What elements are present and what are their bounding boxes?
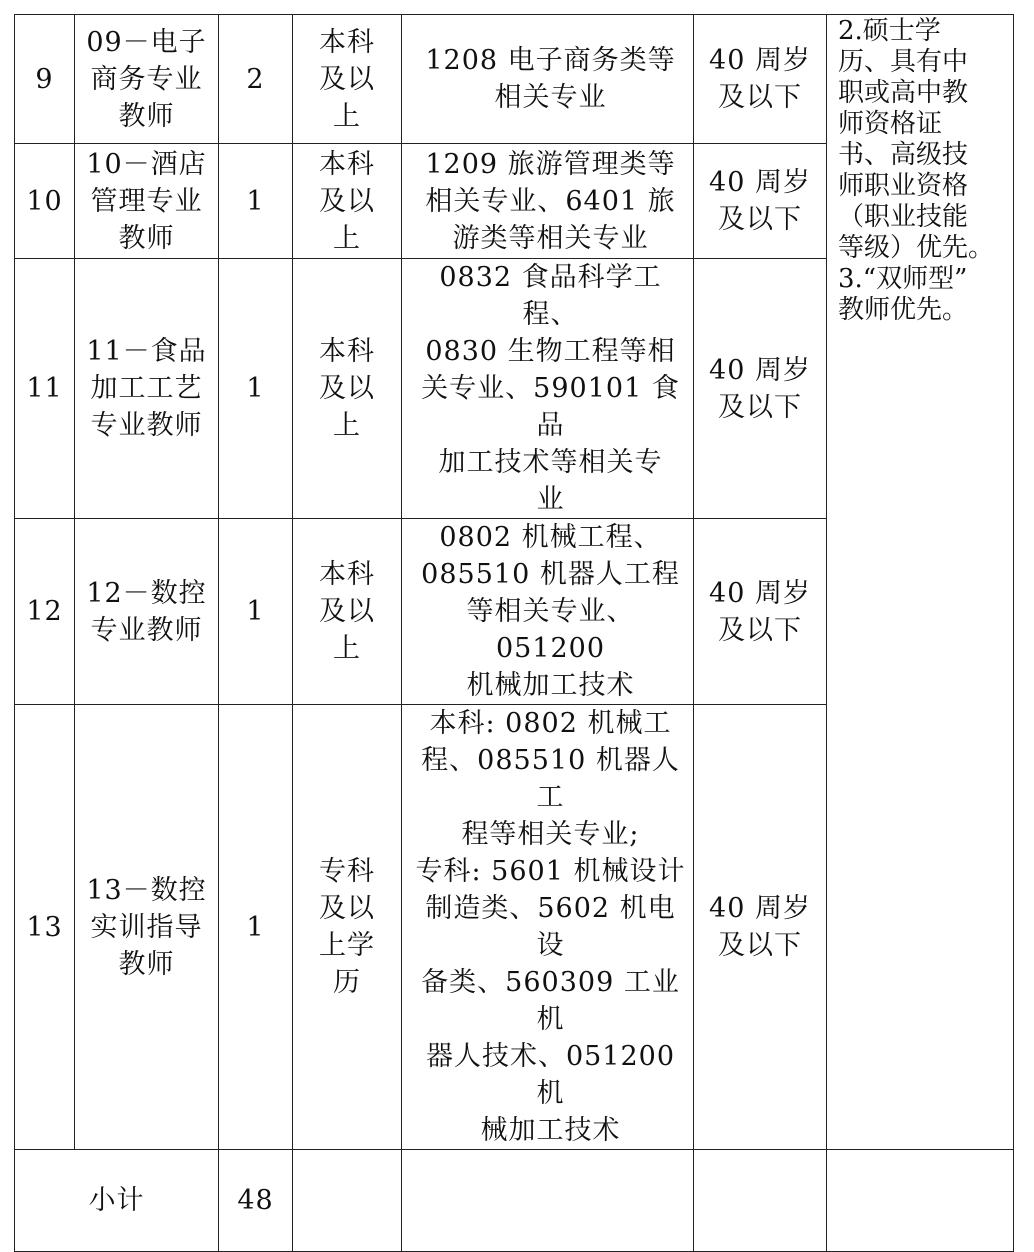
row-number: 11 xyxy=(15,259,75,519)
major-requirement: 本科: 0802 机械工 程、085510 机器人工 程等相关专业; 专科: 5601 机械设计 制造类、5602 机电设 备类、560309 工业机 器人技术、051200 机 械加工技术 xyxy=(402,705,694,1150)
recruitment-table xyxy=(14,14,1014,1252)
row-number: 13 xyxy=(15,705,75,1150)
age-requirement: 40 周岁 及以下 xyxy=(694,259,827,519)
major-requirement: 1209 旅游管理类等 相关专业、6401 旅 游类等相关专业 xyxy=(402,144,694,259)
major-requirement: 0832 食品科学工程、 0830 生物工程等相 关专业、590101 食品 加工技术等相关专 业 xyxy=(402,259,694,519)
age-requirement: 40 周岁 及以下 xyxy=(694,519,827,705)
education-requirement: 本科 及以 上 xyxy=(293,519,402,705)
empty-cell xyxy=(827,1150,1014,1252)
position-name: 11－食品 加工工艺 专业教师 xyxy=(75,259,219,519)
subtotal-label: 小计 xyxy=(15,1150,219,1252)
position-name: 10－酒店 管理专业 教师 xyxy=(75,144,219,259)
empty-cell xyxy=(694,1150,827,1252)
education-requirement: 本科 及以 上 xyxy=(293,15,402,144)
other-requirements-note: 2.硕士学 历、具有中 职或高中教 师资格证 书、高级技 师职业资格 （职业技能 等级）优先。 3.“双师型” 教师优先。 xyxy=(827,15,1014,1150)
empty-cell xyxy=(293,1150,402,1252)
position-name: 13－数控 实训指导 教师 xyxy=(75,705,219,1150)
subtotal-row xyxy=(15,1150,1014,1252)
age-requirement: 40 周岁 及以下 xyxy=(694,705,827,1150)
row-number: 9 xyxy=(15,15,75,144)
education-requirement: 专科 及以 上学 历 xyxy=(293,705,402,1150)
position-name: 12－数控 专业教师 xyxy=(75,519,219,705)
education-requirement: 本科 及以 上 xyxy=(293,259,402,519)
row-number: 12 xyxy=(15,519,75,705)
row-number: 10 xyxy=(15,144,75,259)
position-count: 1 xyxy=(219,259,293,519)
major-requirement: 1208 电子商务类等 相关专业 xyxy=(402,15,694,144)
position-count: 1 xyxy=(219,705,293,1150)
major-requirement: 0802 机械工程、 085510 机器人工程 等相关专业、051200 机械加工技术 xyxy=(402,519,694,705)
position-name: 09－电子 商务专业 教师 xyxy=(75,15,219,144)
age-requirement: 40 周岁 及以下 xyxy=(694,144,827,259)
position-count: 1 xyxy=(219,519,293,705)
table-row xyxy=(15,15,1014,144)
age-requirement: 40 周岁 及以下 xyxy=(694,15,827,144)
position-count: 2 xyxy=(219,15,293,144)
education-requirement: 本科 及以 上 xyxy=(293,144,402,259)
empty-cell xyxy=(402,1150,694,1252)
subtotal-count: 48 xyxy=(219,1150,293,1252)
position-count: 1 xyxy=(219,144,293,259)
